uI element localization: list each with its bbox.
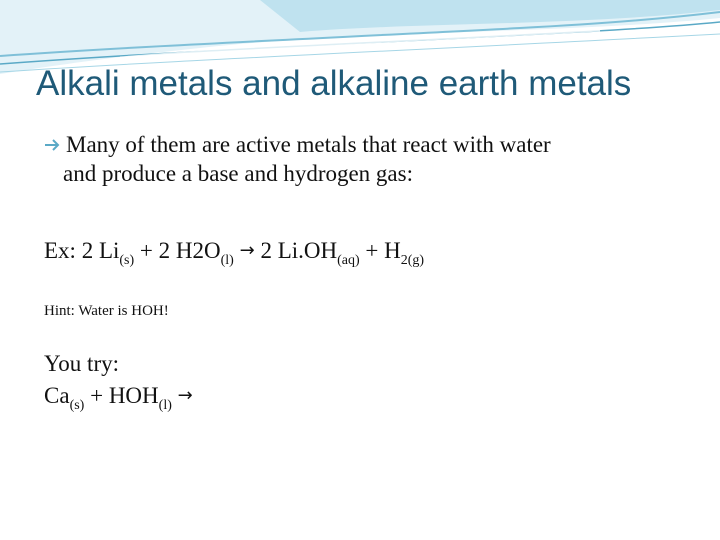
bullet-point [44,130,694,188]
equation-reactant-2: + 2 H2O [134,238,221,263]
you-try-equation [44,380,193,422]
equation-prefix: Ex: 2 Li [44,238,120,263]
you-try-arrow-icon: → [177,385,193,406]
ca-state: (s) [69,398,85,413]
example-equation [44,238,424,269]
ca-symbol: Ca [44,383,70,408]
arrow-bullet-icon [44,136,66,154]
bullet-line-1: Many of them are active metals that react with water [66,132,551,157]
you-try-label: You try: [44,351,119,376]
equation-product-1: 2 Li.OH [260,238,338,263]
you-try-block [44,348,193,422]
reaction-arrow-icon: → [239,240,255,261]
hint-text: Hint: Water is HOH! [44,303,169,319]
equation-product-2: + H [359,238,401,263]
li-state: (s) [119,253,135,268]
h2-state: 2(g) [400,253,425,268]
bullet-text [44,130,694,188]
bullet-line-2: and produce a base and hydrogen gas: [63,161,413,186]
lioh-state: (aq) [337,253,360,268]
you-try-reactant-2: + HOH [84,383,159,408]
slide-title: Alkali metals and alkaline earth metals [36,64,632,103]
hoh-state: (l) [158,398,172,413]
h2o-state: (l) [220,253,234,268]
